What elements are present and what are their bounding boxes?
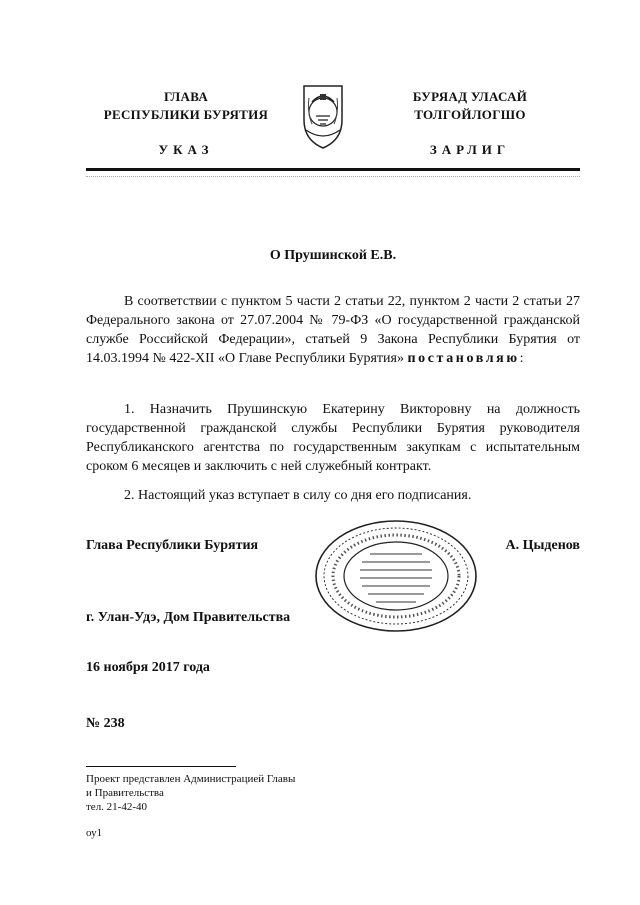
footer-code: оу1 (86, 827, 103, 839)
header-left-line1: ГЛАВА (163, 89, 209, 104)
signatory-name: А. Цыденов (505, 538, 580, 553)
header-right (360, 88, 580, 124)
header-left-title: УКАЗ (158, 142, 214, 157)
decree-item-1: 1. Назначить Прушинскую Екатерину Викторовну на должность государственной гражданской службы Республики Бурятия руководителя Республиканского агентства по государственным закупкам с испытательным сроком 6 месяцев и заключить с ней служебный контракт. (86, 402, 580, 474)
header-divider (86, 168, 580, 171)
official-stamp (312, 518, 480, 634)
decree-word: постановляю (407, 351, 520, 366)
header-right-title: ЗАРЛИГ (429, 142, 511, 157)
footer-line3: тел. 21-42-40 (86, 801, 148, 813)
footer-line2: и Правительства (86, 787, 164, 799)
preamble-text: В соответствии с пунктом 5 части 2 статьи 22, пунктом 2 части 2 статьи 27 Федерального закона от 27.07.2004 № 79-ФЗ «О государственной гражданской службе Российской Федерации», статьей 9 Закона Республики Бурятия от 14.03.1994 № 422-XII «О Главе Республики Бурятия» (86, 294, 580, 366)
header-right-line1: БУРЯАД УЛАСАЙ (412, 89, 528, 104)
decree-preamble (86, 292, 580, 368)
signatory-position: Глава Республики Бурятия (86, 538, 259, 553)
footer-divider (86, 766, 236, 767)
decree-item-2: 2. Настоящий указ вступает в силу со дня его подписания. (124, 488, 472, 503)
decree-subject: О Прушинской Е.В. (269, 248, 397, 263)
header-right-line2: ТОЛГОЙЛОГШО (414, 107, 526, 122)
signing-place: г. Улан-Удэ, Дом Правительства (86, 610, 291, 625)
coat-of-arms-emblem (296, 80, 350, 152)
header-left (86, 88, 286, 124)
decree-number: № 238 (86, 716, 125, 731)
header-dotted-line (86, 176, 580, 177)
footer-line1: Проект представлен Администрацией Главы (86, 773, 296, 785)
decree-colon: : (519, 351, 524, 366)
signing-date: 16 ноября 2017 года (86, 660, 210, 675)
header-left-line2: РЕСПУБЛИКИ БУРЯТИЯ (103, 107, 269, 122)
footer-note (86, 772, 295, 814)
